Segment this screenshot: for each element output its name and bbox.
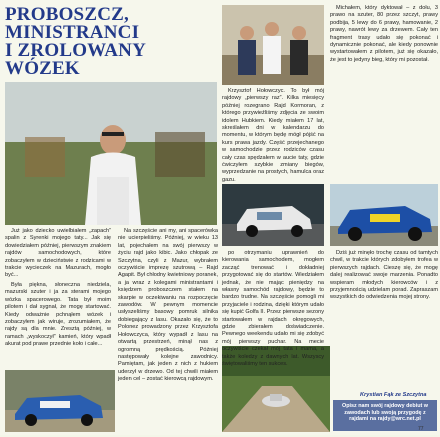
paragraph: Już jako dziecko uwielbiałem „zapach” spalin z Syrenki mojego taty... Jak się dowiedziałem później, pierwszym znakiem rajdów samochodowych, które zobaczyłem w dzieciństwie z rodzicami w trakcie wycieczek na Mazurach, mogło być...: [5, 228, 111, 279]
author-byline: Krystian Fąk ze Szczytna: [360, 392, 427, 398]
paragraph: Michałem, który dyktował – z dołu, 3 prawo na szuter, 80 przez szczyt, prawy podbija, 5 lewy do 6 prawy, hamowanie, 2 prawy, nawrót lewy za drzewem. Cały ten fragment trasy udało się pokonać i dynamicznie pokonać, ale kiedy ponownie wystartowałem z pilotem, już się okazało, że jest to jedyny bieg, który mi pozostał.: [330, 5, 438, 63]
paragraph: Krzysztof Hołowczyc. To był mój rajdowy „pierwszy raz”. Kilka miesięcy później rozegrano Rajd Kormoran, z którego przywieźliśmy zdjęcia ze swoim idolem Hubkiem. Kiedy miałem 17 lat, skreślałem dni w kalendarzu do momentu, w którym będę mógł pójść na kurs prawa jazdy. Część przejechanego w samochodzie przez rodziców czasu cały czas spędzałem w aucie taty, gdzie ćwiczyłem szybkie zmiany biegów, wyprzedzanie na prostych, hamulca oraz gazu.: [222, 88, 324, 183]
column-right-top: [330, 5, 438, 181]
column-right-bottom: [330, 250, 438, 390]
column-center-bottom: [222, 250, 324, 368]
page-number: 77: [418, 426, 424, 432]
paragraph: po otrzymaniu uprawnień do kierowania samochodem, mogłem zacząć trenować i dokładniej przygotować się do startów. Wiedziałem jednak, że nie mając pieniędzy na własny samochód rajdowy, będzie to bardzo trudne. Na szczęście pomogli mi przyjaciele i rodzina, dzięki którym udało się kupić Golfa II. Przez pierwsze sezony startowałem w rajdach okręgowych, gdzie zbierałem doświadczenie. Pewnego weekendu udało mi się zdobyć mój pierwszy puchar. Na mecie oczywiście czekał mój tata i mama, a także koledzy z dawnych lat. Wszyscy świętowaliśmy ten sukces.: [222, 250, 324, 368]
column-center-top: [222, 88, 324, 182]
paragraph: Dziś już minęło trochę czasu od tamtych chwil, w trakcie których zdobyłem trofea w pierwszych rajdach. Cieszę się, że mogę dalej realizować swoje marzenia. Ponadto wspieram młodych kierowców i z przyjemnością udzielam porad. Zapraszam wszystkich do odwiedzenia mojej strony.: [330, 250, 438, 301]
main-portrait-photo: [5, 82, 217, 225]
footer-invitation-box: Opisz nam swój rajdowy debiut w zawodach lub swoją przygodę z rajdami na rajdy@wrc.net.pl: [333, 400, 437, 431]
blue-rally-car-photo: [330, 184, 438, 246]
column-left-bottom: [5, 282, 111, 368]
title-line-1: PROBOSZCZ,: [5, 4, 129, 25]
column-left-top: [5, 228, 111, 280]
column-middle: [118, 228, 218, 432]
team-photo: [222, 5, 324, 85]
paragraph: Była piękna, słoneczna niedziela, mazurski szuter i ja za sterami mojego wózka spacerowego. Tata był moim pilotem i dał sygnał, że mogę startować. Kiedy odważnie pchnąłem wózek i zobaczyłem jak wiruje, zrozumiałem, że rajdy są dla mnie. Zresztą później, w ramach „wyskoczył” kamień, który wpadł akurat pod prawe przednie koło i całe...: [5, 282, 111, 348]
rally-car-photo-bottom-left: [5, 370, 115, 432]
paragraph: Na szczęście ani my, ani spacerówka nie ucierpieliśmy. Później, w wieku 13 lat, pojechałem na swój pierwszy w życiu rajd jako kibic. Jako chłopak ze Szczytna, czyli z Mazur, wybrałem oczywiście imprezę szutrową – Rajd Agapit. Był chłodny kwietniowy poranek, a ja wraz z kolegami ministrantami i księdzem proboszczem stałem na skarpie w oczekiwaniu na rozpoczęcie zawodów. W pewnym momencie usłyszeliśmy basowy pomruk silnika dobiegający z lasu. Okazało się, że to Polonez prowadzony przez Krzysztofa Hołowczyca, który wypadł z lasu na otwartą przestrzeń, minął nas z ogromną prędkością. Później następowały kolejne zawodnicy. Pamiętam, jak jeden z nich z hukiem uderzył w drzewo. Od tej chwili miałem jeden cel – zostać kierowcą rajdowym.: [118, 228, 218, 383]
rally-car-photo-middle: [222, 184, 324, 246]
title-line-3: I ZROLOWANY WÓZEK: [5, 40, 146, 79]
title-line-2: MINISTRANCI: [5, 22, 140, 43]
